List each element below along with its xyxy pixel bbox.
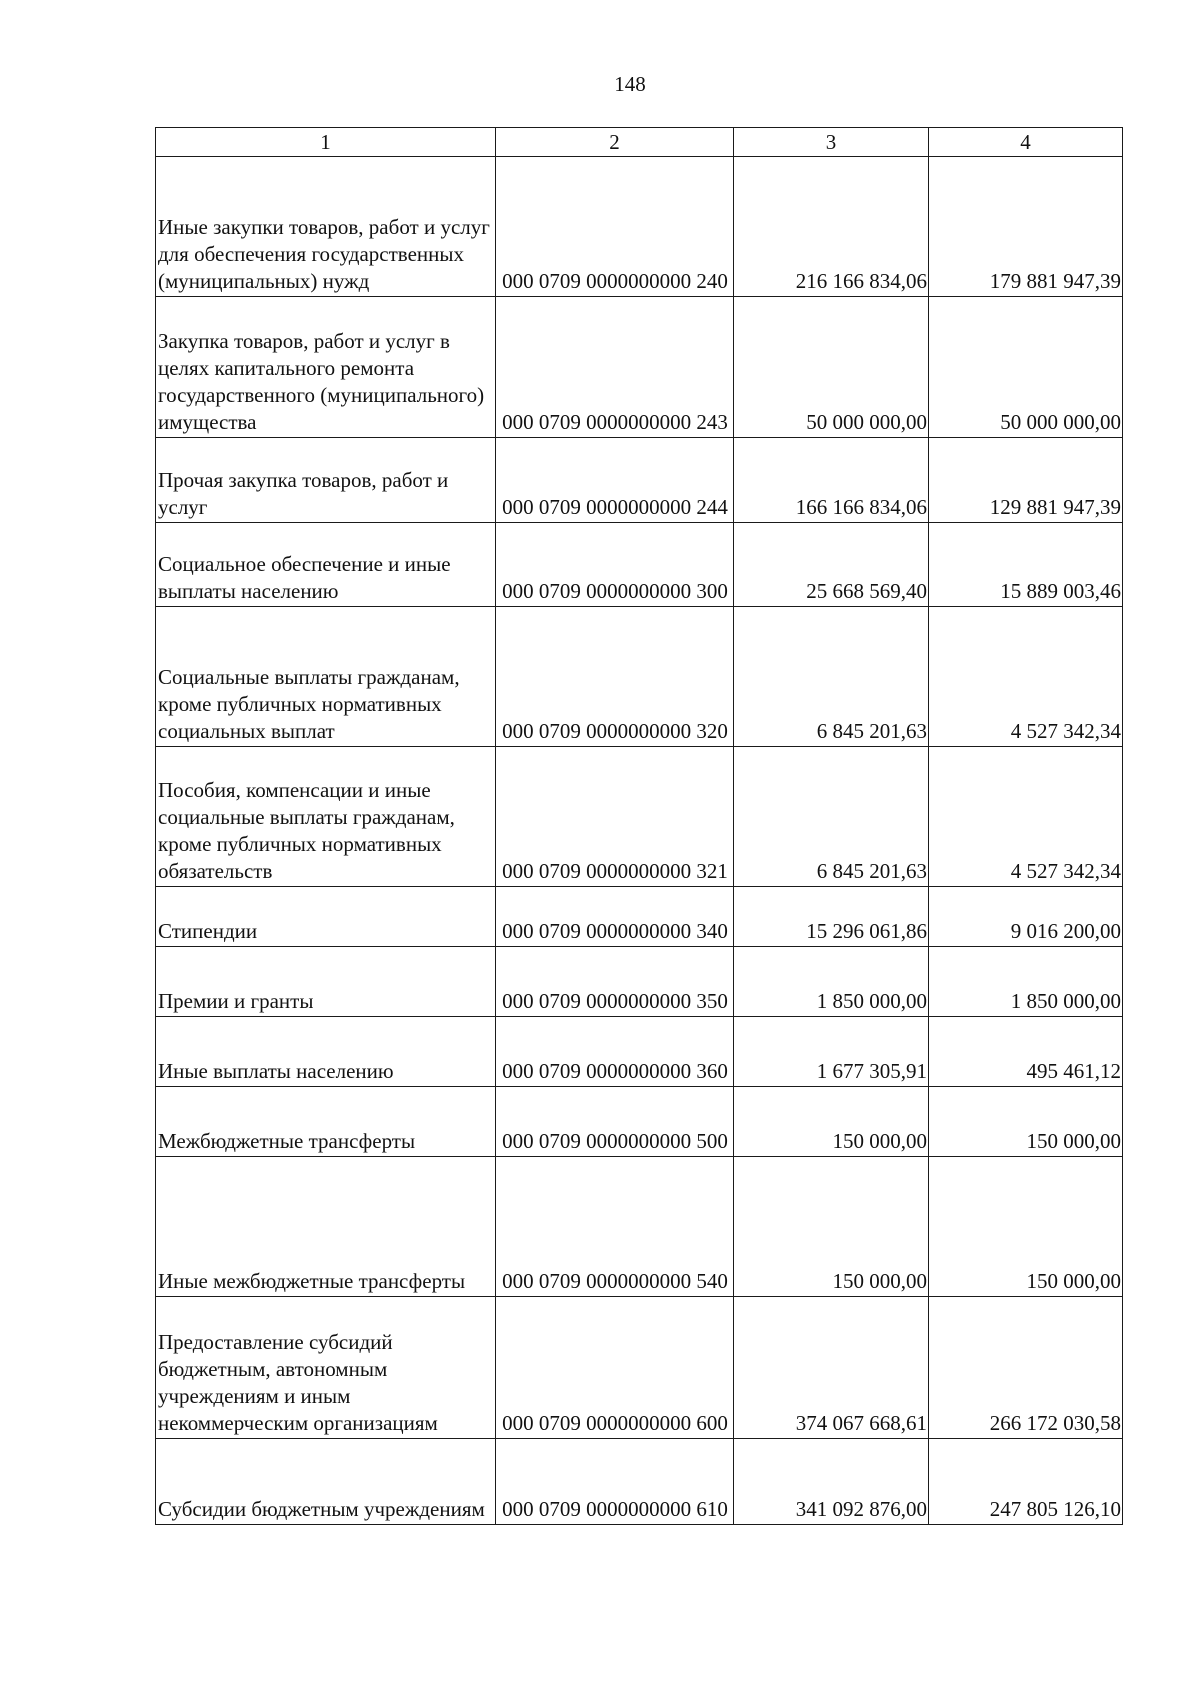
row-value-col3: 150 000,00 bbox=[734, 1087, 929, 1157]
table-row bbox=[156, 297, 1123, 438]
row-value-col3: 6 845 201,63 bbox=[734, 747, 929, 887]
table-row bbox=[156, 1157, 1123, 1297]
row-code: 000 0709 0000000000 240 bbox=[496, 157, 734, 297]
row-value-col3: 15 296 061,86 bbox=[734, 887, 929, 947]
row-value-col3: 150 000,00 bbox=[734, 1157, 929, 1297]
row-value-col3: 25 668 569,40 bbox=[734, 523, 929, 607]
row-value-col4: 129 881 947,39 bbox=[929, 438, 1123, 523]
row-code: 000 0709 0000000000 540 bbox=[496, 1157, 734, 1297]
row-value-col3: 1 677 305,91 bbox=[734, 1017, 929, 1087]
row-code: 000 0709 0000000000 340 bbox=[496, 887, 734, 947]
row-value-col4: 15 889 003,46 bbox=[929, 523, 1123, 607]
column-header: 1 bbox=[156, 128, 496, 157]
table-row bbox=[156, 1017, 1123, 1087]
row-value-col4: 4 527 342,34 bbox=[929, 747, 1123, 887]
column-header: 2 bbox=[496, 128, 734, 157]
row-value-col4: 247 805 126,10 bbox=[929, 1439, 1123, 1525]
row-name: Иные выплаты населению bbox=[156, 1017, 496, 1087]
table-row bbox=[156, 438, 1123, 523]
row-name: Субсидии бюджетным учреждениям bbox=[156, 1439, 496, 1525]
row-code: 000 0709 0000000000 300 bbox=[496, 523, 734, 607]
row-code: 000 0709 0000000000 500 bbox=[496, 1087, 734, 1157]
row-value-col4: 266 172 030,58 bbox=[929, 1297, 1123, 1439]
table-row bbox=[156, 1087, 1123, 1157]
row-name: Премии и гранты bbox=[156, 947, 496, 1017]
row-code: 000 0709 0000000000 321 bbox=[496, 747, 734, 887]
table-header-row bbox=[156, 128, 1123, 157]
row-code: 000 0709 0000000000 243 bbox=[496, 297, 734, 438]
table-row bbox=[156, 887, 1123, 947]
table-row bbox=[156, 1439, 1123, 1525]
table-row bbox=[156, 747, 1123, 887]
page-number: 148 bbox=[614, 72, 646, 96]
row-value-col4: 4 527 342,34 bbox=[929, 607, 1123, 747]
row-value-col3: 1 850 000,00 bbox=[734, 947, 929, 1017]
row-code: 000 0709 0000000000 320 bbox=[496, 607, 734, 747]
row-code: 000 0709 0000000000 600 bbox=[496, 1297, 734, 1439]
row-value-col4: 1 850 000,00 bbox=[929, 947, 1123, 1017]
row-name: Иные закупки товаров, работ и услуг для обеспечения государственных (муниципальных) нужд bbox=[156, 157, 496, 297]
row-name: Закупка товаров, работ и услуг в целях капитального ремонта государственного (муниципального) имущества bbox=[156, 297, 496, 438]
row-name: Социальные выплаты гражданам, кроме публичных нормативных социальных выплат bbox=[156, 607, 496, 747]
row-name: Предоставление субсидий бюджетным, автономным учреждениям и иным некоммерческим организациям bbox=[156, 1297, 496, 1439]
table-row bbox=[156, 157, 1123, 297]
row-name: Прочая закупка товаров, работ и услуг bbox=[156, 438, 496, 523]
table-row bbox=[156, 947, 1123, 1017]
row-value-col4: 150 000,00 bbox=[929, 1157, 1123, 1297]
column-header: 3 bbox=[734, 128, 929, 157]
row-value-col3: 50 000 000,00 bbox=[734, 297, 929, 438]
row-value-col3: 374 067 668,61 bbox=[734, 1297, 929, 1439]
row-name: Иные межбюджетные трансферты bbox=[156, 1157, 496, 1297]
budget-table bbox=[155, 127, 1123, 1525]
row-code: 000 0709 0000000000 360 bbox=[496, 1017, 734, 1087]
row-name: Межбюджетные трансферты bbox=[156, 1087, 496, 1157]
row-value-col3: 341 092 876,00 bbox=[734, 1439, 929, 1525]
row-value-col4: 50 000 000,00 bbox=[929, 297, 1123, 438]
row-value-col4: 150 000,00 bbox=[929, 1087, 1123, 1157]
row-value-col4: 179 881 947,39 bbox=[929, 157, 1123, 297]
row-code: 000 0709 0000000000 610 bbox=[496, 1439, 734, 1525]
row-name: Социальное обеспечение и иные выплаты населению bbox=[156, 523, 496, 607]
row-value-col4: 495 461,12 bbox=[929, 1017, 1123, 1087]
row-value-col3: 6 845 201,63 bbox=[734, 607, 929, 747]
row-value-col3: 166 166 834,06 bbox=[734, 438, 929, 523]
row-code: 000 0709 0000000000 350 bbox=[496, 947, 734, 1017]
table-row bbox=[156, 607, 1123, 747]
row-value-col3: 216 166 834,06 bbox=[734, 157, 929, 297]
table-row bbox=[156, 1297, 1123, 1439]
row-value-col4: 9 016 200,00 bbox=[929, 887, 1123, 947]
row-code: 000 0709 0000000000 244 bbox=[496, 438, 734, 523]
column-header: 4 bbox=[929, 128, 1123, 157]
row-name: Стипендии bbox=[156, 887, 496, 947]
table-row bbox=[156, 523, 1123, 607]
row-name: Пособия, компенсации и иные социальные выплаты гражданам, кроме публичных нормативных обязательств bbox=[156, 747, 496, 887]
